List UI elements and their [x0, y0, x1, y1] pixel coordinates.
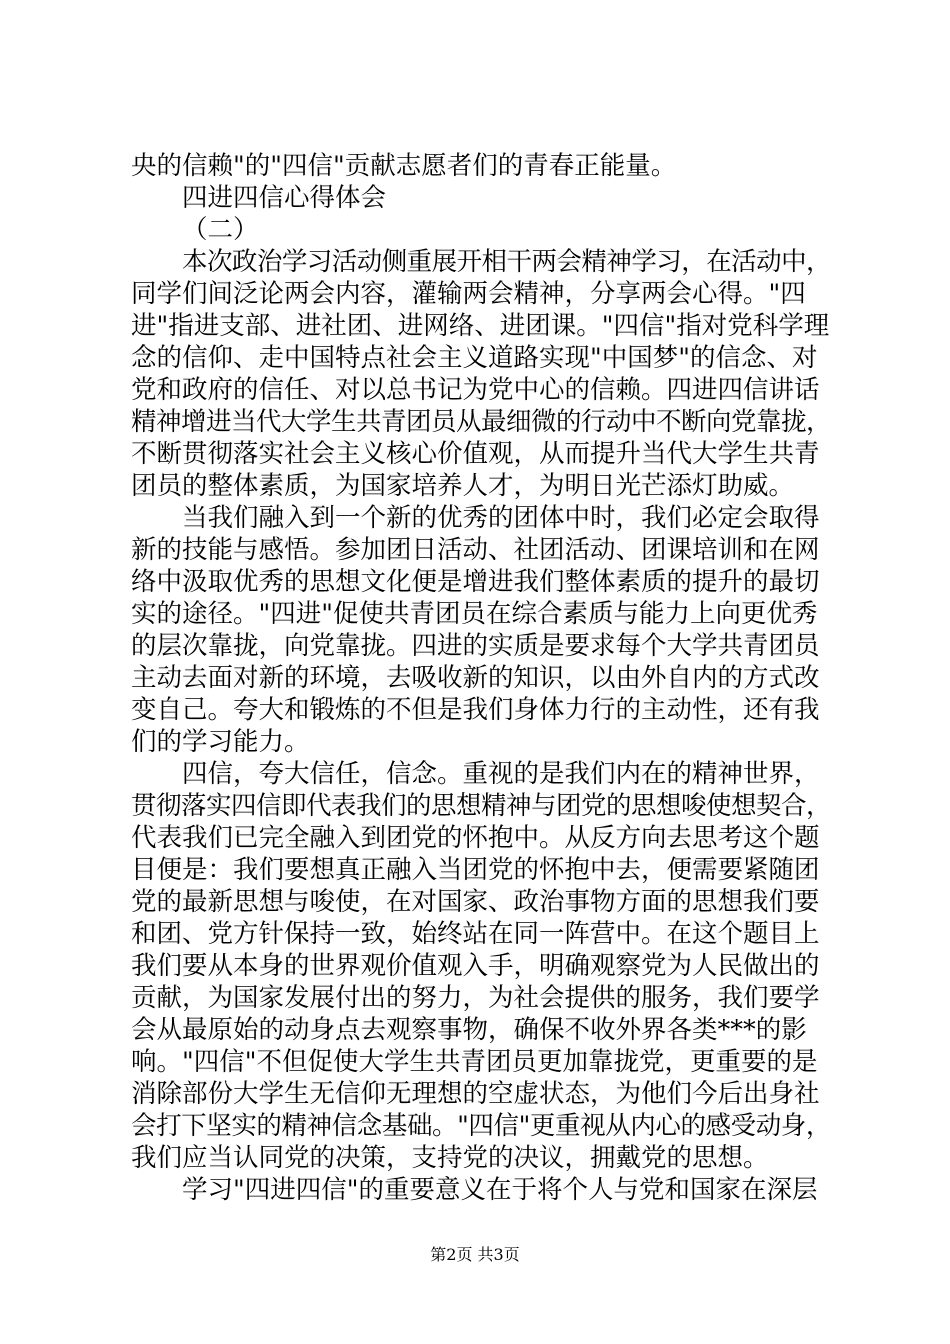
- text-line: 代表我们已完全融入到团党的怀抱中。从反方向去思考这个题: [131, 823, 820, 853]
- document-body: [131, 150, 831, 1206]
- text-line: 新的技能与感悟。参加团日活动、社团活动、团课培训和在网: [131, 535, 820, 565]
- text-line: 党的最新思想与唆使，在对国家、政治事物方面的思想我们要: [131, 887, 820, 917]
- text-line: 的层次靠拢，向党靠拢。四进的实质是要求每个大学共青团员: [131, 631, 820, 661]
- text-line: 念的信仰、走中国特点社会主义道路实现"中国梦"的信念、对: [131, 343, 818, 373]
- text-line: 会从最原始的动身点去观察事物，确保不收外界各类***的影: [131, 1015, 807, 1045]
- text-line: 和团、党方针保持一致，始终站在同一阵营中。在这个题目上: [131, 919, 820, 949]
- text-line: 络中汲取优秀的思想文化便是增进我们整体素质的提升的最切: [131, 567, 820, 597]
- text-line: 们的学习能力。: [131, 727, 310, 757]
- text-line: 主动去面对新的环境，去吸收新的知识，以由外自内的方式改: [131, 663, 820, 693]
- text-line: 响。"四信"不但促使大学生共青团员更加靠拢党，更重要的是: [131, 1047, 818, 1077]
- text-line: 目便是：我们要想真正融入当团党的怀抱中去，便需要紧随团: [131, 855, 820, 885]
- page-footer: 第2页 共3页: [430, 1245, 520, 1264]
- text-line: 我们应当认同党的决策，支持党的决议，拥戴党的思想。: [131, 1143, 769, 1173]
- text-line: 央的信赖"的"四信"贡献志愿者们的青春正能量。: [131, 151, 677, 181]
- text-line: 学习"四进四信"的重要意义在于将个人与党和国家在深层: [182, 1175, 818, 1205]
- text-line: 变自己。夸大和锻炼的不但是我们身体力行的主动性，还有我: [131, 695, 820, 725]
- text-line: 四进四信心得体会: [182, 183, 387, 213]
- text-line: 我们要从本身的世界观价值观入手，明确观察党为人民做出的: [131, 951, 820, 981]
- text-line: 实的途径。"四进"促使共青团员在综合素质与能力上向更优秀: [131, 599, 818, 629]
- text-line: 不断贯彻落实社会主义核心价值观，从而提升当代大学生共青: [131, 439, 820, 469]
- text-line: （二）: [182, 215, 259, 245]
- text-line: 当我们融入到一个新的优秀的团体中时，我们必定会取得: [182, 503, 820, 533]
- text-line: 贡献，为国家发展付出的努力，为社会提供的服务，我们要学: [131, 983, 820, 1013]
- text-line: 进"指进支部、进社团、进网络、进团课。"四信"指对党科学理: [131, 311, 830, 341]
- text-line: 会打下坚实的精神信念基础。"四信"更重视从内心的感受动身，: [131, 1111, 831, 1141]
- text-line: 精神增进当代大学生共青团员从最细微的行动中不断向党靠拢，: [131, 407, 832, 437]
- text-line: 团员的整体素质，为国家培养人才，为明日光芒添灯助威。: [131, 471, 795, 501]
- text-line: 党和政府的信任、对以总书记为党中心的信赖。四进四信讲话: [131, 375, 820, 405]
- text-line: 本次政治学习活动侧重展开相干两会精神学习，在活动中，: [182, 247, 832, 277]
- text-line: 消除部份大学生无信仰无理想的空虚状态，为他们今后出身社: [131, 1079, 820, 1109]
- text-line: 同学们间泛论两会内容，灌输两会精神，分享两会心得。"四: [131, 279, 806, 309]
- text-line: 贯彻落实四信即代表我们的思想精神与团党的思想唆使想契合，: [131, 791, 832, 821]
- text-line: 四信，夸大信任，信念。重视的是我们内在的精神世界，: [182, 759, 820, 789]
